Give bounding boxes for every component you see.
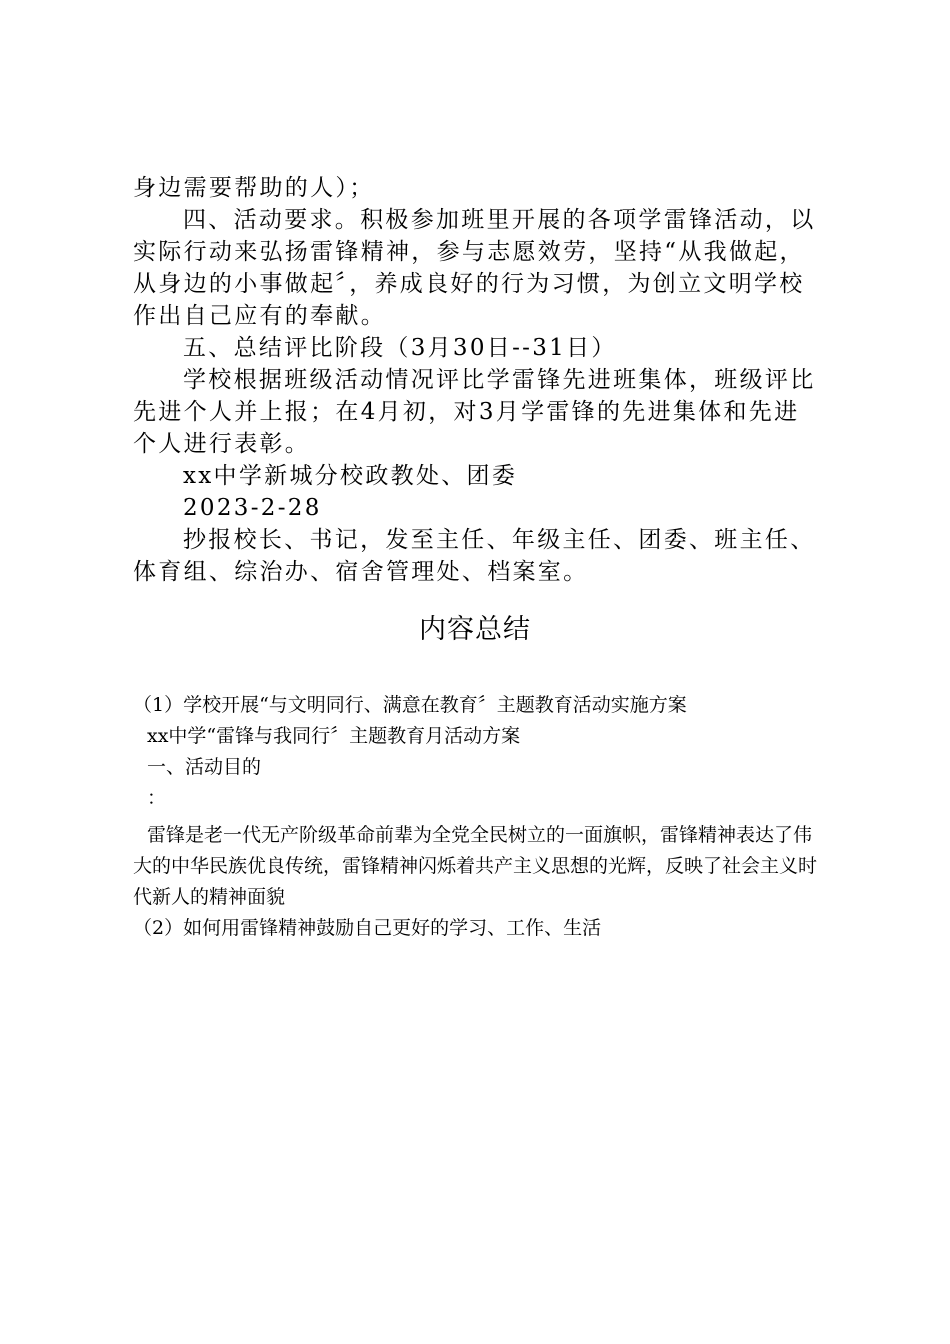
summary-line-2: xx中学“雷锋与我同行〞主题教育月活动方案 [147, 725, 521, 747]
signature-date: 2023-2-28 [183, 495, 322, 521]
document-body [133, 172, 823, 588]
paragraph-evaluation: 学校根据班级活动情况评比学雷锋先进班集体，班级评比先进个人并上报；在4月初，对3月学雷锋的先进集体和先进个人进行表彰。 [133, 367, 816, 457]
paragraph-activity-requirements: 四、活动要求。积极参加班里开展的各项学雷锋活动，以实际行动来弘扬雷锋精神，参与志愿效劳，坚持“从我做起，从身边的小事做起〞，养成良好的行为习惯，为创立文明学校作出自己应有的奉献。 [133, 207, 816, 329]
summary-line-3: 一、活动目的 [147, 756, 262, 778]
summary-line-4: ： [147, 787, 167, 809]
summary-line-6: （2）如何用雷锋精神鼓励自己更好的学习、工作、生活 [133, 917, 602, 939]
paragraph-summary-stage: 五、总结评比阶段（3月30日--31日） [183, 335, 617, 361]
signature-organization: xx中学新城分校政教处、团委 [183, 463, 518, 489]
summary-line-1: （1）学校开展“与文明同行、满意在教育〞主题教育活动实施方案 [133, 694, 687, 716]
summary-section [133, 690, 823, 944]
summary-heading: 内容总结 [419, 614, 531, 645]
paragraph-continuation: 身边需要帮助的人）； [133, 175, 375, 201]
summary-line-5: 雷锋是老一代无产阶级革命前辈为全党全民树立的一面旗帜，雷锋精神表达了伟大的中华民族优良传统，雷锋精神闪烁着共产主义思想的光辉，反映了社会主义时代新人的精神面貌 [133, 824, 818, 908]
paragraph-distribution: 抄报校长、书记，发至主任、年级主任、团委、班主任、体育组、综治办、宿舍管理处、档案室。 [133, 527, 816, 585]
